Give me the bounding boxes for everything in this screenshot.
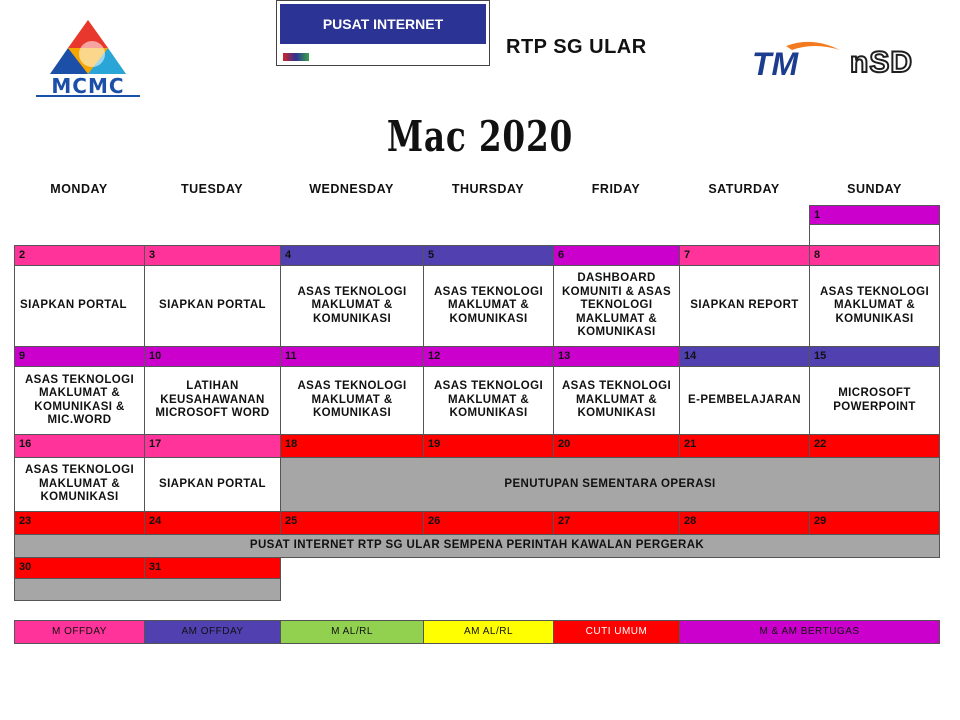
day-cell-21: 21: [679, 434, 810, 458]
day-header-saturday: SATURDAY: [708, 182, 780, 196]
day-cell-25: 25: [280, 511, 424, 535]
day-cell-1: 1: [809, 205, 940, 225]
tm-logo-text: TM: [752, 46, 799, 82]
activity-cell: LATIHAN KEUSAHAWANAN MICROSOFT WORD: [144, 366, 281, 435]
activity-cell: ASAS TEKNOLOGI MAKLUMAT & KOMUNIKASI: [809, 265, 940, 347]
day-cell-26: 26: [423, 511, 554, 535]
activity-cell: ASAS TEKNOLOGI MAKLUMAT & KOMUNIKASI: [280, 265, 424, 347]
day-header-monday: MONDAY: [50, 182, 108, 196]
day-cell-28: 28: [679, 511, 810, 535]
day-cell-27: 27: [553, 511, 680, 535]
day-cell-11: 11: [280, 346, 424, 367]
day-cell-10: 10: [144, 346, 281, 367]
activity-cell: ASAS TEKNOLOGI MAKLUMAT & KOMUNIKASI & MIC.WORD: [14, 366, 145, 435]
day-header-sunday: SUNDAY: [847, 182, 902, 196]
closure-banner: PENUTUPAN SEMENTARA OPERASI: [280, 457, 940, 512]
center-title: RTP SG ULAR: [506, 36, 647, 58]
activity-cell: ASAS TEKNOLOGI MAKLUMAT & KOMUNIKASI: [14, 457, 145, 512]
activity-cell: SIAPKAN REPORT: [679, 265, 810, 347]
banner-mini-logos: [283, 53, 309, 61]
legend-cuti-umum: CUTI UMUM: [553, 620, 680, 644]
day-cell-13: 13: [553, 346, 680, 367]
mcmc-logo: [34, 18, 144, 98]
day-cell-19: 19: [423, 434, 554, 458]
pusat-internet-banner: [276, 0, 490, 66]
legend-m-al-rl: M AL/RL: [280, 620, 424, 644]
day-cell-5: 5: [423, 245, 554, 266]
closure-notice-banner: PUSAT INTERNET RTP SG ULAR SEMPENA PERINTAH KAWALAN PERGERAK: [14, 534, 940, 558]
day-cell-9: 9: [14, 346, 145, 367]
tm-logo: [752, 40, 842, 84]
day-cell-20: 20: [553, 434, 680, 458]
activity-cell: SIAPKAN PORTAL: [144, 457, 281, 512]
day-header-tuesday: TUESDAY: [180, 182, 244, 196]
day-cell-23: 23: [14, 511, 145, 535]
activity-cell: SIAPKAN PORTAL: [14, 265, 145, 347]
activity-cell: E-PEMBELAJARAN: [679, 366, 810, 435]
day-cell-15: 15: [809, 346, 940, 367]
day-cell-17: 17: [144, 434, 281, 458]
day-cell-6: 6: [553, 245, 680, 266]
day-cell-8: 8: [809, 245, 940, 266]
banner-title: PUSAT INTERNET: [280, 4, 486, 44]
day-cell-24: 24: [144, 511, 281, 535]
activity-cell: MICROSOFT POWERPOINT: [809, 366, 940, 435]
day-cell-30: 30: [14, 557, 145, 579]
activity-cell: ASAS TEKNOLOGI MAKLUMAT & KOMUNIKASI: [423, 366, 554, 435]
day-header-thursday: THURSDAY: [451, 182, 525, 196]
activity-cell: ASAS TEKNOLOGI MAKLUMAT & KOMUNIKASI: [553, 366, 680, 435]
nsd-logo: [850, 48, 942, 80]
nsd-logo-text: nSD: [850, 46, 913, 79]
day-cell-22: 22: [809, 434, 940, 458]
activity-cell: ASAS TEKNOLOGI MAKLUMAT & KOMUNIKASI: [423, 265, 554, 347]
day-cell-3: 3: [144, 245, 281, 266]
legend-m-am-bertugas: M & AM BERTUGAS: [679, 620, 940, 644]
closure-cell: [14, 578, 281, 601]
legend-m-offday: M OFFDAY: [14, 620, 145, 644]
day-cell-18: 18: [280, 434, 424, 458]
day-cell-14: 14: [679, 346, 810, 367]
day-cell-16: 16: [14, 434, 145, 458]
day-cell-7: 7: [679, 245, 810, 266]
month-title: Mac 2020: [386, 112, 574, 161]
activity-cell: ASAS TEKNOLOGI MAKLUMAT & KOMUNIKASI: [280, 366, 424, 435]
day-cell-29: 29: [809, 511, 940, 535]
activity-cell: DASHBOARD KOMUNITI & ASAS TEKNOLOGI MAKLUMAT & KOMUNIKASI: [553, 265, 680, 347]
day-header-wednesday: WEDNESDAY: [309, 182, 394, 196]
day-cell-31: 31: [144, 557, 281, 579]
activity-cell: [809, 224, 940, 246]
day-cell-12: 12: [423, 346, 554, 367]
day-cell-2: 2: [14, 245, 145, 266]
day-cell-4: 4: [280, 245, 424, 266]
legend-am-offday: AM OFFDAY: [144, 620, 281, 644]
day-header-friday: FRIDAY: [591, 182, 641, 196]
mcmc-logo-text: MCMC: [51, 74, 125, 98]
activity-cell: SIAPKAN PORTAL: [144, 265, 281, 347]
legend-am-al-rl: AM AL/RL: [423, 620, 554, 644]
